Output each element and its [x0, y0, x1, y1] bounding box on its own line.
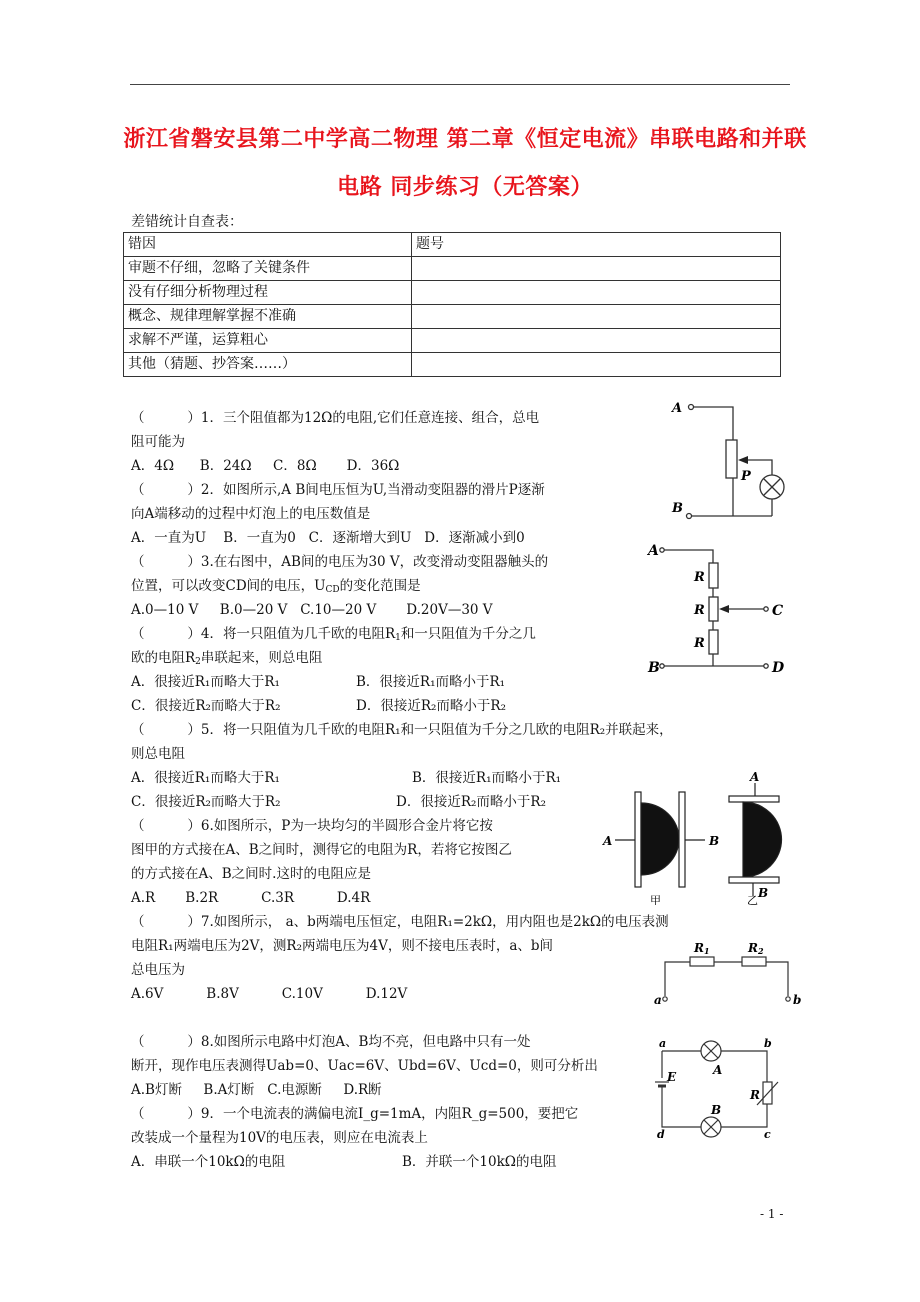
rheostat-middle [709, 597, 718, 621]
label-a: A [672, 401, 683, 416]
label-r3: R [694, 636, 705, 651]
q6-stem-line3: 的方式接在A、B之间时.这时的电阻应是 [131, 866, 371, 882]
terminal-b [687, 514, 692, 519]
figure-q6-plates [595, 765, 805, 905]
figure-q7-circuit [640, 930, 810, 1010]
header-question-no: 题号 [412, 233, 781, 257]
label-a: a [654, 993, 662, 1007]
q4-option-c: C．很接近R₂而略大于R₂ [131, 698, 281, 714]
question-no-cell[interactable] [412, 329, 781, 353]
q3-stem-line1: （ ）3.在右图中，AB间的电压为30 V，改变滑动变阻器触头的 [131, 554, 549, 570]
label-lamp-a: A [713, 1063, 723, 1077]
q3-stem-line2: 位置，可以改变CD间的电压，$U_{CD}$的变化范围是 [131, 578, 421, 595]
label-lamp-b: B [711, 1103, 722, 1117]
label-b: B [672, 501, 683, 516]
resistor-bottom [709, 630, 718, 654]
q7-stem-line1: （ ）7.如图所示， a、b两端电压恒定，电阻R₁=2kΩ，用内阻也是2kΩ的电压表测 [131, 914, 669, 930]
figure-q8-circuit [640, 1025, 800, 1175]
q1-stem-line1: （ ）1．三个阻值都为12Ω的电阻,它们任意连接、组合，总电 [131, 410, 540, 426]
question-no-cell[interactable] [412, 305, 781, 329]
label-r2: R2 [748, 941, 764, 956]
page-number: - 1 - [760, 1207, 784, 1221]
document-title-line2: 电路 同步练习（无答案） [337, 175, 593, 200]
header-cause: 错因 [124, 233, 412, 257]
cause-cell: 其他（猜题、抄答案……） [124, 353, 412, 377]
q4-option-d: D．很接近R₂而略小于R₂ [356, 698, 506, 714]
label-p: P [741, 469, 751, 484]
q2-options: A．一直为U B．一直为0 C．逐渐增大到U D．逐渐减小到0 [131, 530, 525, 546]
figure-q2-circuit [660, 390, 810, 530]
q8-stem-line1: （ ）8.如图所示电路中灯泡A、B均不亮，但电路中只有一处 [131, 1034, 531, 1050]
plate-top-yi [729, 796, 779, 802]
label-b: b [793, 993, 802, 1007]
q8-options: A.B灯断 B.A灯断 C.电源断 D.R断 [131, 1082, 382, 1098]
q4-stem-line2: 欧的电阻$R_2$串联起来，则总电阻 [131, 650, 323, 667]
label-b-yi: B [758, 886, 769, 900]
terminal-a [689, 405, 694, 410]
label-a: a [659, 1037, 667, 1050]
cause-cell: 概念、规律理解掌握不准确 [124, 305, 412, 329]
q5-stem-line2: 则总电阻 [131, 746, 185, 762]
q6-options: A.R B.2R C.3R D.4R [131, 890, 371, 906]
slider-arrow-icon [738, 456, 748, 464]
q9-option-a: A．串联一个10kΩ的电阻 [131, 1154, 286, 1170]
table-row [124, 353, 781, 377]
q5-stem-line1: （ ）5．将一只阻值为几千欧的电阻R₁和一只阻值为千分之几欧的电阻R₂并联起来， [131, 722, 673, 738]
table-row [124, 305, 781, 329]
q9-stem-line1: （ ）9．一个电流表的满偏电流I_g=1mA，内阻R_g=500，要把它 [131, 1106, 579, 1122]
header-rule [130, 84, 790, 85]
label-r1: R1 [694, 941, 710, 956]
q7-stem-line2: 电阻R₁两端电压为2V，测R₂两端电压为4V，则不接电压表时，a、b间 [131, 938, 554, 954]
q1-options: A．4Ω B．24Ω C．8Ω D．36Ω [131, 458, 400, 474]
q6-stem-line2: 图甲的方式接在A、B之间时，测得它的电阻为R，若将它按图乙 [131, 842, 512, 858]
label-c: c [764, 1128, 771, 1141]
rheostat [726, 440, 737, 478]
cause-cell: 没有仔细分析物理过程 [124, 281, 412, 305]
label-r1: R [694, 570, 705, 585]
table-row [124, 257, 781, 281]
q2-stem-line1: （ ）2．如图所示,A B间电压恒为U,当滑动变阻器的滑片P逐渐 [131, 482, 545, 498]
plate-left-jia [635, 792, 641, 887]
q4-stem-line1: （ ）4．将一只阻值为几千欧的电阻$R_1$和一只阻值为千分之几 [131, 626, 536, 643]
label-b: B [648, 660, 660, 676]
q1-stem-line2: 阻可能为 [131, 434, 185, 450]
question-no-cell[interactable] [412, 353, 781, 377]
label-r: R [750, 1088, 760, 1102]
table-header-row [124, 233, 781, 257]
resistor-r2 [742, 957, 766, 966]
slider-arrow-icon [719, 605, 729, 613]
q4-option-b: B．很接近R₁而略小于R₁ [356, 674, 506, 690]
label-d: D [772, 660, 785, 676]
semicircle-yi [743, 802, 782, 877]
question-no-cell[interactable] [412, 281, 781, 305]
q5-option-c: C．很接近R₂而略大于R₂ [131, 794, 281, 810]
table-row [124, 281, 781, 305]
q2-stem-line2: 向A端移动的过程中灯泡上的电压数值是 [131, 506, 371, 522]
semicircle-jia [641, 803, 679, 875]
label-a: A [648, 543, 659, 559]
q9-stem-line2: 改装成一个量程为10V的电压表，则应在电流表上 [131, 1130, 428, 1146]
q3-options: A.0—10 V B.0—20 V C.10—20 V D.20V—30 V [131, 602, 493, 618]
figure-q3-circuit [640, 535, 800, 685]
q9-option-b: B．并联一个10kΩ的电阻 [402, 1154, 557, 1170]
label-a-jia: A [603, 834, 613, 848]
label-yi: 乙 [747, 894, 758, 905]
plate-bottom-yi [729, 877, 779, 883]
resistor-r1 [690, 957, 714, 966]
q4-option-a: A．很接近R₁而略大于R₁ [131, 674, 280, 690]
question-no-cell[interactable] [412, 257, 781, 281]
q5-option-d: D．很接近R₂而略小于R₂ [396, 794, 546, 810]
label-e: E [667, 1070, 677, 1084]
cause-cell: 求解不严谨，运算粗心 [124, 329, 412, 353]
q5-option-a: A．很接近R₁而略大于R₁ [131, 770, 280, 786]
q7-stem-line3: 总电压为 [131, 962, 185, 978]
q5-option-b: B．很接近R₁而略小于R₁ [412, 770, 562, 786]
label-jia: 甲 [650, 894, 661, 905]
resistor-top [709, 563, 718, 588]
error-table-caption: 差错统计自查表： [131, 214, 243, 230]
label-r2: R [694, 603, 705, 618]
label-d: d [657, 1128, 665, 1141]
label-a-yi: A [750, 770, 760, 784]
error-table [123, 232, 781, 377]
label-b: b [764, 1037, 772, 1050]
q6-stem-line1: （ ）6.如图所示，P为一块均匀的半圆形合金片将它按 [131, 818, 493, 834]
label-c: C [772, 603, 784, 619]
q7-options: A.6V B.8V C.10V D.12V [131, 986, 408, 1002]
cause-cell: 审题不仔细，忽略了关键条件 [124, 257, 412, 281]
table-row [124, 329, 781, 353]
plate-right-jia [679, 792, 685, 887]
label-b-jia: B [709, 834, 720, 848]
document-title-line1: 浙江省磐安县第二中学高二物理 第二章《恒定电流》串联电路和并联 [123, 127, 807, 152]
q8-stem-line2: 断开，现作电压表测得Uab=0、Uac=6V、Ubd=6V、Ucd=0，则可分析出 [131, 1058, 598, 1074]
